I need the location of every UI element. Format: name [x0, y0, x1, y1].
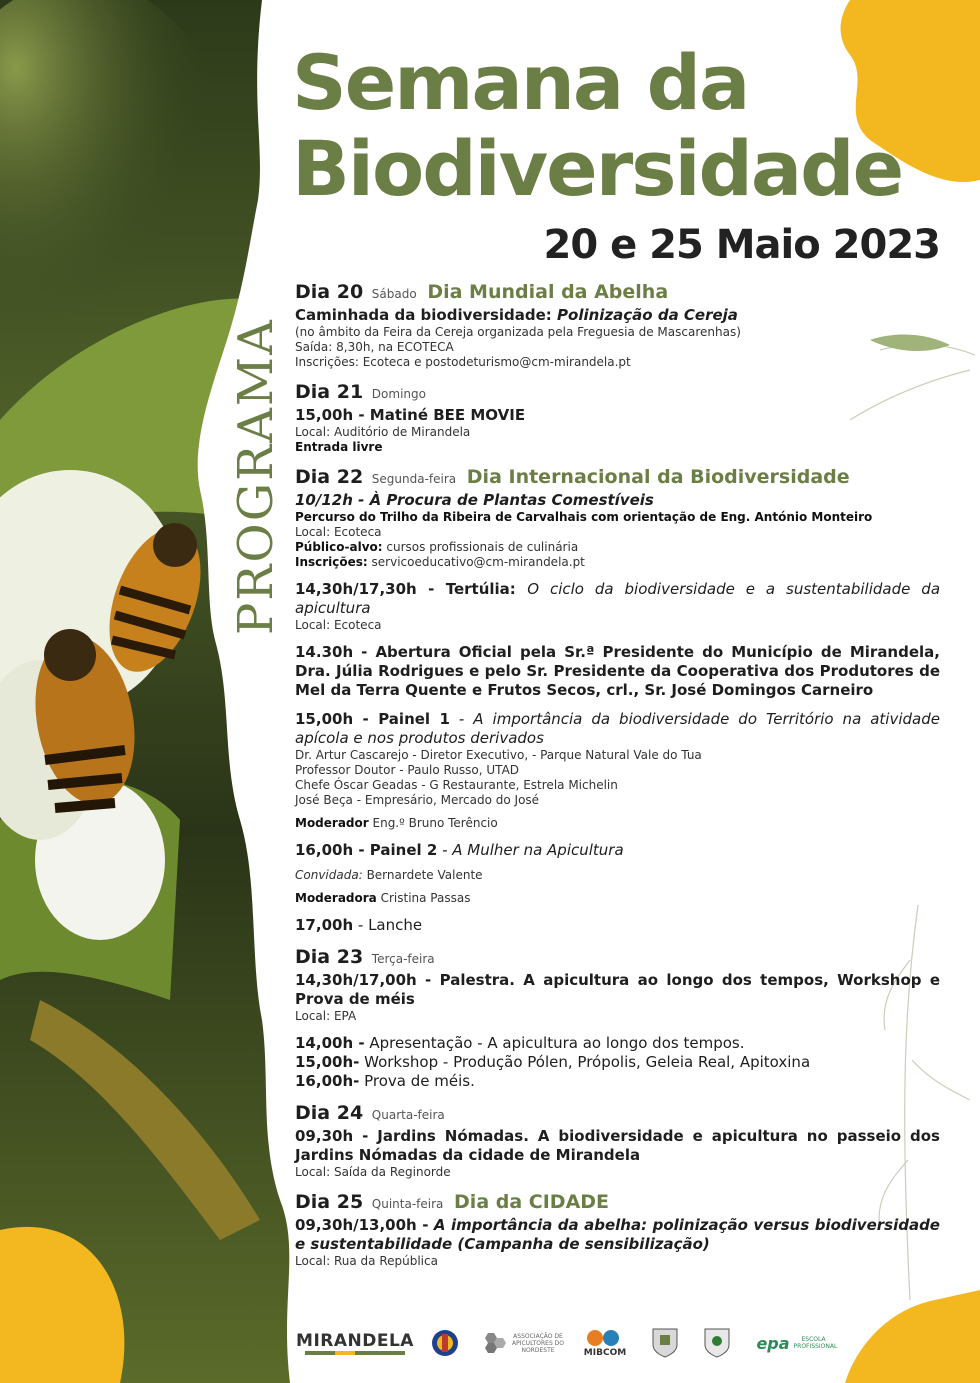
day-22-heading: Dia 22 Segunda-feira Dia Internacional da Biodiversidade	[295, 466, 850, 488]
event-painel-2: 16,00h - Painel 2 - A Mulher na Apicultura	[295, 841, 624, 859]
event-detail: Local: Rua da República	[295, 1254, 438, 1268]
event-detail: Inscrições: servicoeducativo@cm-mirandela.pt	[295, 555, 585, 569]
panelist: Professor Doutor - Paulo Russo, UTAD	[295, 763, 520, 777]
day-23-heading: Dia 23 Terça-feira	[295, 946, 435, 968]
event-campanha: 09,30h/13,00h - A importância da abelha: polinização versus biodiversidade e sustentabilidade (Campanha de sensibilização)	[295, 1216, 940, 1253]
event-palestra: 14,30h/17,00h - Palestra. A apicultura ao longo dos tempos, Workshop e Prova de méis	[295, 971, 940, 1008]
event-detail: Local: Saída da Reginorde	[295, 1165, 451, 1179]
event-detail: Local: Auditório de Mirandela	[295, 425, 471, 439]
moderator: Moderadora Cristina Passas	[295, 891, 471, 905]
event-detail: Local: Ecoteca	[295, 618, 382, 632]
partner-logos	[296, 1320, 940, 1370]
event-detail: (no âmbito da Feira da Cereja organizada pela Freguesia de Mascarenhas)	[295, 325, 741, 339]
event-detail: Inscrições: Ecoteca e postodeturismo@cm-mirandela.pt	[295, 355, 631, 369]
event-prova: 16,00h- Prova de méis.	[295, 1072, 475, 1090]
event-abertura: 14.30h - Abertura Oficial pela Sr.ª Presidente do Município de Mirandela, Dra. Júlia Rodrigues e pelo Sr. Presidente da Cooperativa dos Produtores de Mel da Terra Quente e Frutos Secos, crl., Sr. José Domingos Carneiro	[295, 643, 940, 699]
epa-logo: epa ESCOLA PROFISSIONAL	[756, 1333, 838, 1353]
moderator: Moderador Eng.º Bruno Terêncio	[295, 816, 498, 830]
event-detail: Público-alvo: cursos profissionais de culinária	[295, 540, 579, 554]
event-detail: Entrada livre	[295, 440, 383, 454]
mirandela-logo: MIRANDELA	[300, 1320, 410, 1366]
guest: Convidada: Bernardete Valente	[295, 868, 483, 882]
event-tertulia: 14,30h/17,30h - Tertúlia: O ciclo da biodiversidade e a sustentabilidade da apicultura	[295, 580, 941, 617]
day-20-heading: Dia 20 Sábado Dia Mundial da Abelha	[295, 281, 669, 303]
panelist: Dr. Artur Cascarejo - Diretor Executivo, - Parque Natural Vale do Tua	[295, 748, 702, 762]
event-lanche: 17,00h - Lanche	[295, 916, 423, 934]
program	[295, 280, 940, 1269]
event-workshop: 15,00h- Workshop - Produção Pólen, Própolis, Geleia Real, Apitoxina	[295, 1053, 811, 1071]
event-detail: Saída: 8,30h, na ECOTECA	[295, 340, 454, 354]
event-dates: 20 e 25 Maio 2023	[543, 222, 940, 268]
apicultores-logo: ASSOCIAÇÃO DE APICULTORES DO NORDESTE	[480, 1320, 570, 1366]
event-jardins: 09,30h - Jardins Nómadas. A biodiversidade e apicultura no passeio dos Jardins Nómadas da cidade de Mirandela	[295, 1127, 940, 1164]
event-apresentacao: 14,00h - Apresentação - A apicultura ao longo dos tempos.	[295, 1034, 745, 1052]
event-plantas: 10/12h - À Procura de Plantas Comestíveis	[295, 491, 654, 509]
event-caminhada: Caminhada da biodiversidade: Polinização da Cereja	[295, 306, 738, 324]
freguesia-crest-1	[648, 1320, 682, 1366]
panelist: José Beça - Empresário, Mercado do José	[295, 793, 540, 807]
programa-label: PROGRAMA	[228, 318, 284, 635]
day-25-heading: Dia 25 Quinta-feira Dia da CIDADE	[295, 1191, 610, 1213]
day-21-heading: Dia 21 Domingo	[295, 381, 426, 403]
day-24-heading: Dia 24 Quarta-feira	[295, 1102, 445, 1124]
panelist: Chefe Óscar Geadas - G Restaurante, Estrela Michelin	[295, 778, 618, 792]
event-painel-1: 15,00h - Painel 1 - A importância da biodiversidade do Território na atividade apícola e nos produtos derivados	[295, 710, 940, 747]
freguesia-crest-2	[700, 1320, 734, 1366]
mibcom-logo: MIBCOM	[580, 1320, 630, 1366]
event-detail: Local: Ecoteca	[295, 525, 382, 539]
crest-logo	[428, 1320, 462, 1366]
page-title: Semana da Biodiversidade	[292, 38, 903, 213]
event-matine: 15,00h - Matiné BEE MOVIE	[295, 406, 526, 424]
event-detail: Percurso do Trilho da Ribeira de Carvalhais com orientação de Eng. António Monteiro	[295, 510, 873, 524]
event-detail: Local: EPA	[295, 1009, 357, 1023]
